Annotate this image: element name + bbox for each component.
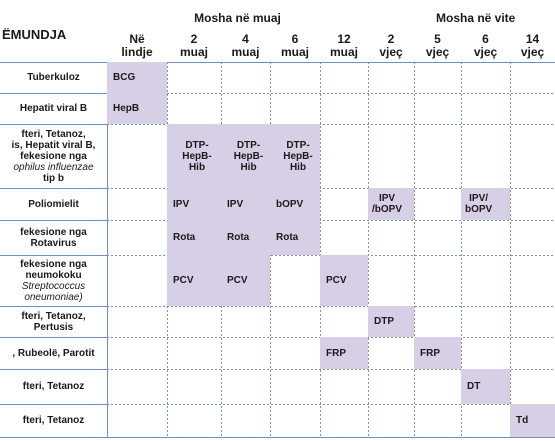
vaccine-code: HepB xyxy=(113,103,140,114)
disease-name xyxy=(0,255,107,306)
vaccine-code: Rota xyxy=(227,232,250,243)
months-group-label: Mosha në muaj xyxy=(194,11,281,25)
age-unit: muaj xyxy=(231,45,260,59)
disease-name-line: tip b xyxy=(42,172,65,184)
empty-cell xyxy=(107,404,167,437)
empty-cell xyxy=(414,369,461,404)
disease-name-line: ophilus influenzae xyxy=(13,161,94,173)
vaccine-header-label: ËMUNDJA xyxy=(2,26,67,42)
months-group-header xyxy=(107,6,368,30)
disease-name-line: fekesione nga xyxy=(20,226,87,238)
age-unit: muaj xyxy=(329,45,358,59)
vaccine-cell xyxy=(221,188,270,220)
empty-cell xyxy=(510,369,555,404)
empty-cell xyxy=(414,93,461,124)
vaccine-code: DTP- HepB- Hib xyxy=(182,139,212,173)
empty-cell xyxy=(270,255,320,306)
disease-name-line: fekesione nga xyxy=(20,258,87,270)
age-value: 5 xyxy=(434,32,441,46)
age-value: 2 xyxy=(190,32,198,46)
empty-cell xyxy=(221,93,270,124)
empty-cell xyxy=(461,255,510,306)
empty-cell xyxy=(320,220,368,255)
empty-cell xyxy=(221,404,270,437)
empty-cell xyxy=(167,404,221,437)
vaccine-code: DTP- HepB- Hib xyxy=(283,139,313,173)
years-group-header xyxy=(368,6,555,30)
empty-cell xyxy=(320,124,368,188)
age-unit: lindje xyxy=(121,45,153,59)
disease-name xyxy=(0,188,107,220)
vaccine-cell xyxy=(221,255,270,306)
empty-cell xyxy=(270,404,320,437)
vaccine-code: DT xyxy=(467,381,481,392)
vaccine-cell xyxy=(107,93,167,124)
disease-name-line: fteri, Tetanoz xyxy=(22,415,85,426)
age-value: 6 xyxy=(291,32,299,46)
vaccine-code: IPV/ bOPV xyxy=(465,193,493,215)
vaccine-cell xyxy=(107,62,167,93)
vaccine-cell xyxy=(167,255,221,306)
empty-cell xyxy=(270,337,320,369)
empty-cell xyxy=(221,337,270,369)
empty-cell xyxy=(320,404,368,437)
empty-cell xyxy=(221,369,270,404)
age-unit: vjeç xyxy=(520,45,545,59)
empty-cell xyxy=(368,220,414,255)
vaccine-cell xyxy=(270,220,320,255)
disease-name xyxy=(0,220,107,255)
empty-cell xyxy=(167,337,221,369)
vaccine-code: PCV xyxy=(173,275,194,286)
empty-cell xyxy=(461,306,510,337)
age-unit: vjeç xyxy=(473,45,498,59)
empty-cell xyxy=(167,62,221,93)
empty-cell xyxy=(414,62,461,93)
vaccine-cell xyxy=(368,306,414,337)
empty-cell xyxy=(510,306,555,337)
empty-cell xyxy=(368,337,414,369)
disease-name-line: , Rubeolë, Parotit xyxy=(12,347,95,359)
vaccine-cell xyxy=(270,124,320,188)
vaccine-cell xyxy=(270,188,320,220)
empty-cell xyxy=(270,369,320,404)
age-column-header xyxy=(510,30,555,62)
disease-name-line: fekesione nga xyxy=(20,150,87,162)
empty-cell xyxy=(414,220,461,255)
empty-cell xyxy=(368,404,414,437)
disease-name-line: Streptococcus xyxy=(21,280,86,292)
vaccine-code: DTP xyxy=(374,316,394,327)
vaccine-cell xyxy=(167,188,221,220)
empty-cell xyxy=(107,369,167,404)
empty-cell xyxy=(414,306,461,337)
vaccine-code: IPV /bOPV xyxy=(372,193,403,215)
disease-name xyxy=(0,404,107,437)
vaccine-code: Rota xyxy=(173,232,196,243)
empty-cell xyxy=(510,93,555,124)
disease-name-line: fteri, Tetanoz xyxy=(22,381,85,392)
vaccine-cell xyxy=(167,124,221,188)
vaccine-cell xyxy=(320,337,368,369)
disease-name-line: is, Hepatit viral B, xyxy=(11,139,96,151)
empty-cell xyxy=(221,62,270,93)
vaccine-code: Rota xyxy=(276,232,299,243)
age-value: 14 xyxy=(525,32,540,46)
age-column-header xyxy=(368,30,414,62)
disease-name-line: neumokoku xyxy=(25,269,82,281)
empty-cell xyxy=(510,255,555,306)
empty-cell xyxy=(167,306,221,337)
vaccine-code: FRP xyxy=(326,347,346,359)
vaccine-code: bOPV xyxy=(276,198,304,210)
empty-cell xyxy=(368,255,414,306)
vaccine-cell xyxy=(461,188,510,220)
age-unit: vjeç xyxy=(425,45,450,59)
age-unit: muaj xyxy=(179,45,208,59)
empty-cell xyxy=(414,188,461,220)
vaccine-cell xyxy=(221,220,270,255)
empty-cell xyxy=(320,62,368,93)
vaccine-code: BCG xyxy=(113,72,136,83)
age-column-header xyxy=(107,30,167,62)
disease-name-line: Poliomielit xyxy=(28,198,79,210)
age-value: 4 xyxy=(242,32,249,46)
empty-cell xyxy=(510,337,555,369)
disease-name-line: fteri, Tetanoz, xyxy=(21,310,86,322)
empty-cell xyxy=(167,369,221,404)
empty-cell xyxy=(107,306,167,337)
age-column-header xyxy=(414,30,461,62)
empty-cell xyxy=(461,124,510,188)
empty-cell xyxy=(510,188,555,220)
empty-cell xyxy=(320,188,368,220)
vaccine-cell xyxy=(414,337,461,369)
vaccine-code: DTP- HepB- Hib xyxy=(233,139,264,173)
disease-name-line: oneumoniae) xyxy=(24,291,83,303)
age-column-header xyxy=(270,30,320,62)
empty-cell xyxy=(107,255,167,306)
empty-cell xyxy=(368,369,414,404)
age-value: 2 xyxy=(387,32,395,46)
vaccine-header xyxy=(0,6,107,62)
disease-name-line: Rotavirus xyxy=(30,237,77,249)
age-column-header xyxy=(320,30,368,62)
vaccine-code: PCV xyxy=(326,275,347,286)
empty-cell xyxy=(320,369,368,404)
empty-cell xyxy=(107,124,167,188)
empty-cell xyxy=(461,337,510,369)
empty-cell xyxy=(368,124,414,188)
disease-name xyxy=(0,306,107,337)
disease-name-line: Pertusis xyxy=(33,321,74,333)
empty-cell xyxy=(270,62,320,93)
disease-name xyxy=(0,93,107,124)
empty-cell xyxy=(107,337,167,369)
vaccine-code: Td xyxy=(516,415,529,426)
disease-name-line: fteri, Tetanoz, xyxy=(21,128,86,140)
age-column-header xyxy=(221,30,270,62)
empty-cell xyxy=(461,93,510,124)
age-unit: vjeç xyxy=(379,45,403,59)
empty-cell xyxy=(461,404,510,437)
disease-name-line: Hepatit viral B xyxy=(19,103,88,114)
age-value: Në xyxy=(129,32,145,46)
empty-cell xyxy=(461,220,510,255)
empty-cell xyxy=(167,93,221,124)
vaccine-code: FRP xyxy=(420,347,440,359)
disease-name-line: Tuberkuloz xyxy=(27,72,80,83)
empty-cell xyxy=(414,124,461,188)
vaccine-cell xyxy=(368,188,414,220)
vaccine-code: IPV xyxy=(227,198,244,210)
empty-cell xyxy=(270,306,320,337)
age-column-header xyxy=(167,30,221,62)
age-unit: muaj xyxy=(280,45,309,59)
vaccine-cell xyxy=(221,124,270,188)
empty-cell xyxy=(414,404,461,437)
empty-cell xyxy=(221,306,270,337)
empty-cell xyxy=(510,62,555,93)
disease-name xyxy=(0,369,107,404)
age-value: 12 xyxy=(337,32,351,46)
age-value: 6 xyxy=(482,32,489,46)
age-column-header xyxy=(461,30,510,62)
vaccine-cell xyxy=(510,404,555,437)
disease-name xyxy=(0,62,107,93)
years-group-label: Mosha në vite xyxy=(436,11,516,25)
vaccine-code: IPV xyxy=(173,198,190,210)
empty-cell xyxy=(107,188,167,220)
empty-cell xyxy=(414,255,461,306)
empty-cell xyxy=(368,62,414,93)
empty-cell xyxy=(107,220,167,255)
vaccine-cell xyxy=(167,220,221,255)
empty-cell xyxy=(510,220,555,255)
empty-cell xyxy=(368,93,414,124)
vaccine-cell xyxy=(461,369,510,404)
vaccine-cell xyxy=(320,255,368,306)
empty-cell xyxy=(320,306,368,337)
disease-name xyxy=(0,124,107,188)
disease-name xyxy=(0,337,107,369)
empty-cell xyxy=(270,93,320,124)
empty-cell xyxy=(510,124,555,188)
empty-cell xyxy=(461,62,510,93)
empty-cell xyxy=(320,93,368,124)
vaccine-code: PCV xyxy=(227,275,248,286)
